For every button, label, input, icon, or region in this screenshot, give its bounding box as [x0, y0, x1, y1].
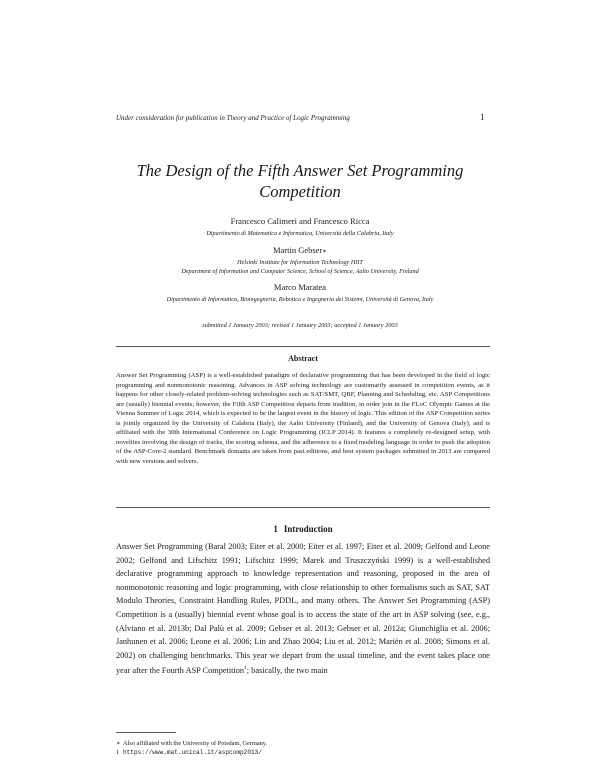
- author-name: Martin Gebser: [272, 245, 323, 255]
- footnote-mark: 1: [116, 749, 120, 756]
- footnote-mark: ∗: [116, 740, 121, 747]
- author-affiliation: Helsinki Institute for Information Technology HIIT: [237, 259, 363, 266]
- footnote-affiliation: [116, 739, 490, 748]
- submission-dates: submitted 1 January 2003; revised 1 January 2003; accepted 1 January 2003: [202, 322, 398, 329]
- introduction-paragraph: [116, 540, 490, 678]
- footnote-url: [116, 748, 490, 757]
- author-group-1: [100, 216, 500, 238]
- author-names: [100, 245, 500, 255]
- section-title: Introduction: [283, 524, 333, 534]
- footnote-text: Also affiliated with the University of Potsdam, Germany.: [123, 740, 268, 747]
- footnotes: [116, 739, 490, 757]
- author-group-3: [100, 282, 500, 304]
- author-affiliation: Dipartimento di Matematica e Informatica, Università della Calabria, Italy: [206, 230, 394, 237]
- footnote-rule: [116, 732, 176, 733]
- section-heading: [116, 524, 490, 534]
- abstract-text: Answer Set Programming (ASP) is a well-established paradigm of declarative programming that has been developed in the field of logic programming and nonmonotonic reasoning. Advances in ASP solving technology are customarily assessed in competition events, as it happens for other closely-related problem-solving technologies such as SAT/SMT, QBF, Planning and Scheduling, etc. ASP Competitions are (usually) biennial events; however, the Fifth ASP Competition departs from tradition, in order join in the FLoC Olympic Games at the Vienna Summer of Logic 2014, which is expected to be the largest event in the history of logic. This edition of the ASP Competition series is jointly organized by the University of Calabria (Italy), the Aalto University (Finland), and the University of Genova (Italy), and is affiliated with the 30th International Conference on Logic Programming (ICLP 2014). It features a completely re-designed setup, with novelties involving the design of tracks, the scoring schema, and the adherence to a fixed modeling language in order to push the adoption of the ASP-Core-2 standard. Benchmark domains are taken from past editions, and best system packages submitted in 2013 are compared with new versions and solvers.: [116, 372, 490, 465]
- section-number: 1: [273, 524, 278, 534]
- abstract-top-rule: [116, 346, 490, 347]
- author-footnote-mark: ∗: [322, 247, 328, 255]
- footnote-reference[interactable]: 1: [244, 665, 247, 672]
- abstract-heading: Abstract: [288, 354, 318, 363]
- competition-link[interactable]: https://www.mat.unical.it/aspcomp2013/: [123, 749, 262, 756]
- author-names: Marco Maratea: [273, 282, 327, 292]
- author-names: Francesco Calimeri and Francesco Ricca: [230, 216, 370, 226]
- paper-title: The Design of the Fifth Answer Set Programming Competition: [136, 161, 464, 201]
- abstract-bottom-rule: [116, 507, 490, 508]
- author-affiliation: Dipartimento di Informatica, Bioingegneria, Robotica e Ingegneria dei Sistemi, Università di Genova, Italy: [166, 296, 434, 303]
- intro-text-continued: ; basically, the two main: [246, 666, 328, 676]
- page-number: 1: [480, 112, 485, 122]
- running-head: Under consideration for publication in Theory and Practice of Logic Programming: [116, 114, 350, 122]
- intro-text: Answer Set Programming (Baral 2003; Eiter et al. 2000; Eiter et al. 1997; Eiter et al. 2009; Gelfond and Leone 2002; Gelfond and Lifschitz 1991; Lifschitz 1999; Marek and Truszczyński 1999) is a well-established declarative programming approach to knowledge representation and reasoning, proposed in the area of nonmonotonic reasoning and logic programming, with close relationship to other formalisms such as SAT, SAT Modulo Theories, Constraint Handling Rules, PDDL, and many others. The Answer Set Programming (ASP) Competition is a (usually) biennial event whose goal is to access the state of the art in ASP solving (see, e.g., (Alviano et al. 2013b; Dal Palù et al. 2009; Gebser et al. 2013; Gebser et al. 2012a; Giunchiglia et al. 2006; Janhunen et al. 2006; Leone et al. 2006; Lin and Zhao 2004; Liu et al. 2012; Mariën et al. 2008; Simons et al. 2002) on challenging benchmarks. This year we depart from the usual timeline, and the event takes place one year after the Fourth ASP Competition: [116, 542, 490, 676]
- author-group-2: [100, 245, 500, 276]
- author-affiliation: Department of Information and Computer Science, School of Science, Aalto University, Finland: [181, 268, 419, 275]
